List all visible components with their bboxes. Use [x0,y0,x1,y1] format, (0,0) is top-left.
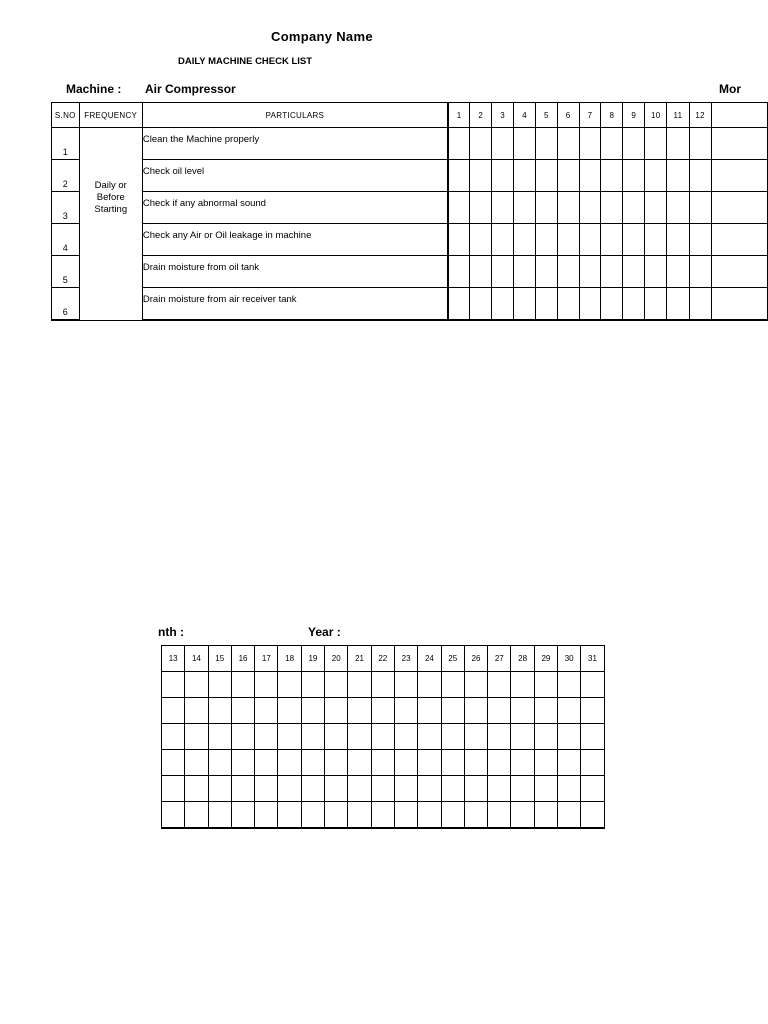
check-cell[interactable] [185,776,208,802]
check-cell[interactable] [667,256,689,288]
header-day: 30 [558,646,581,672]
check-cell[interactable] [558,698,581,724]
check-cell[interactable] [470,128,492,160]
header-day: 2 [470,103,492,128]
check-cell[interactable] [667,160,689,192]
check-cell[interactable] [208,750,231,776]
check-cell[interactable] [325,724,348,750]
header-day: 25 [441,646,464,672]
check-cell[interactable] [162,698,185,724]
check-cell[interactable] [511,776,534,802]
row-particular: Drain moisture from air receiver tank [142,288,448,321]
header-day: 3 [492,103,514,128]
check-cell[interactable] [558,750,581,776]
check-cell[interactable] [208,698,231,724]
check-cell[interactable] [623,256,645,288]
machine-value: Air Compressor [145,82,236,96]
check-cell[interactable] [514,256,536,288]
check-cell[interactable] [511,672,534,698]
check-cell[interactable] [255,802,278,829]
month-label-fragment-bottom: nth : [158,625,184,639]
checklist-table [51,102,768,321]
check-cell[interactable] [557,224,579,256]
machine-label: Machine : [66,82,122,96]
check-cell[interactable] [488,672,511,698]
check-cell[interactable] [231,698,254,724]
check-cell[interactable] [689,288,711,321]
check-cell[interactable] [558,776,581,802]
header-day: 6 [557,103,579,128]
check-cell[interactable] [448,128,470,160]
check-cell[interactable] [464,776,487,802]
header-day-overflow [711,103,767,128]
check-cell[interactable] [535,192,557,224]
row-sno: 4 [52,224,80,256]
header-day: 29 [534,646,557,672]
check-cell[interactable] [448,256,470,288]
check-cell[interactable] [557,288,579,321]
check-cell[interactable] [208,724,231,750]
check-cell[interactable] [492,160,514,192]
row-particular: Clean the Machine properly [142,128,448,160]
check-cell[interactable] [448,192,470,224]
check-cell[interactable] [448,224,470,256]
check-cell[interactable] [255,750,278,776]
check-cell[interactable] [325,698,348,724]
row-particular: Check any Air or Oil leakage in machine [142,224,448,256]
check-cell[interactable] [581,802,604,829]
check-cell[interactable] [448,160,470,192]
check-cell[interactable] [689,128,711,160]
check-cell[interactable] [185,698,208,724]
header-frequency: FREQUENCY [79,103,142,128]
check-cell[interactable] [667,192,689,224]
header-day: 14 [185,646,208,672]
check-cell[interactable] [581,750,604,776]
check-cell[interactable] [534,750,557,776]
check-cell[interactable] [255,724,278,750]
check-cell[interactable] [185,802,208,829]
table-row [162,776,605,802]
check-cell[interactable] [208,802,231,829]
check-cell[interactable] [511,724,534,750]
check-cell[interactable] [488,802,511,829]
check-cell[interactable] [492,128,514,160]
check-cell[interactable] [394,672,417,698]
check-cell[interactable] [231,802,254,829]
check-cell[interactable] [394,724,417,750]
check-cell[interactable] [441,802,464,829]
check-cell[interactable] [278,802,301,829]
check-cell-overflow[interactable] [711,192,767,224]
check-cell[interactable] [689,160,711,192]
check-cell[interactable] [418,802,441,829]
check-cell[interactable] [645,192,667,224]
check-cell[interactable] [579,192,601,224]
check-cell[interactable] [278,750,301,776]
check-cell[interactable] [470,256,492,288]
row-particular: Check if any abnormal sound [142,192,448,224]
check-cell-overflow[interactable] [711,288,767,321]
check-cell[interactable] [581,698,604,724]
check-cell[interactable] [514,224,536,256]
check-cell[interactable] [464,724,487,750]
check-cell[interactable] [208,672,231,698]
check-cell[interactable] [534,672,557,698]
check-cell-overflow[interactable] [711,160,767,192]
header-day: 16 [231,646,254,672]
check-cell[interactable] [464,802,487,829]
check-cell[interactable] [645,256,667,288]
check-cell[interactable] [623,192,645,224]
check-cell[interactable] [557,160,579,192]
check-cell[interactable] [470,192,492,224]
check-cell[interactable] [581,672,604,698]
check-cell[interactable] [645,160,667,192]
check-cell[interactable] [441,750,464,776]
check-cell[interactable] [418,776,441,802]
check-cell[interactable] [348,672,371,698]
check-cell[interactable] [645,128,667,160]
table-row [52,288,768,321]
check-cell[interactable] [558,802,581,829]
check-cell[interactable] [579,224,601,256]
check-cell[interactable] [511,802,534,829]
check-cell[interactable] [418,672,441,698]
check-cell[interactable] [162,802,185,829]
check-cell[interactable] [325,750,348,776]
check-cell[interactable] [441,698,464,724]
check-cell[interactable] [394,776,417,802]
row-particular: Drain moisture from oil tank [142,256,448,288]
header-day: 18 [278,646,301,672]
check-cell[interactable] [689,256,711,288]
check-cell-overflow[interactable] [711,128,767,160]
header-day: 17 [255,646,278,672]
check-cell[interactable] [448,288,470,321]
check-cell[interactable] [535,288,557,321]
check-cell[interactable] [464,750,487,776]
check-cell[interactable] [301,672,324,698]
header-day: 11 [667,103,689,128]
check-cell[interactable] [557,192,579,224]
check-cell[interactable] [301,698,324,724]
table-row [162,802,605,829]
check-cell[interactable] [488,724,511,750]
check-cell[interactable] [162,724,185,750]
check-cell[interactable] [535,256,557,288]
check-cell[interactable] [162,750,185,776]
check-cell[interactable] [581,776,604,802]
check-cell[interactable] [394,802,417,829]
header-day: 7 [579,103,601,128]
check-cell[interactable] [511,750,534,776]
header-day: 9 [623,103,645,128]
row-sno: 5 [52,256,80,288]
check-cell[interactable] [278,724,301,750]
check-cell-overflow[interactable] [711,224,767,256]
header-day: 31 [581,646,604,672]
check-cell[interactable] [255,672,278,698]
check-cell[interactable] [301,802,324,829]
check-cell[interactable] [557,256,579,288]
check-cell[interactable] [514,288,536,321]
check-cell[interactable] [325,776,348,802]
check-cell[interactable] [514,128,536,160]
row-sno: 1 [52,128,80,160]
header-particulars: PARTICULARS [142,103,448,128]
table-row [52,128,768,160]
header-day: 12 [689,103,711,128]
check-cell[interactable] [325,672,348,698]
header-day: 13 [162,646,185,672]
check-cell[interactable] [601,288,623,321]
check-cell[interactable] [579,128,601,160]
check-cell[interactable] [470,160,492,192]
table-row [162,750,605,776]
check-cell[interactable] [371,672,394,698]
check-cell[interactable] [667,224,689,256]
header-day: 21 [348,646,371,672]
table-row [162,672,605,698]
check-cell[interactable] [601,128,623,160]
check-cell[interactable] [231,672,254,698]
header-day: 10 [645,103,667,128]
check-cell[interactable] [464,698,487,724]
header-day: 27 [488,646,511,672]
check-cell[interactable] [601,160,623,192]
check-cell[interactable] [558,724,581,750]
check-cell[interactable] [689,192,711,224]
check-cell[interactable] [371,776,394,802]
table-row [162,698,605,724]
frequency-line: Starting [94,204,128,215]
check-cell[interactable] [185,750,208,776]
check-cell[interactable] [278,776,301,802]
month-label-fragment: Mor [719,82,741,96]
check-cell[interactable] [492,224,514,256]
check-cell[interactable] [441,776,464,802]
check-cell[interactable] [394,750,417,776]
check-cell[interactable] [255,698,278,724]
check-cell[interactable] [601,224,623,256]
check-cell[interactable] [278,672,301,698]
check-cell[interactable] [601,256,623,288]
row-particular: Check oil level [142,160,448,192]
check-cell[interactable] [441,672,464,698]
row-sno: 6 [52,288,80,321]
header-day: 24 [418,646,441,672]
check-cell[interactable] [488,776,511,802]
header-day: 22 [371,646,394,672]
check-cell[interactable] [371,802,394,829]
check-cell[interactable] [301,724,324,750]
company-name: Company Name [271,29,373,44]
check-cell[interactable] [579,256,601,288]
check-cell[interactable] [418,698,441,724]
table-header-row [162,646,605,672]
check-cell[interactable] [579,160,601,192]
check-cell[interactable] [278,698,301,724]
check-cell[interactable] [348,776,371,802]
check-cell-overflow[interactable] [711,256,767,288]
check-cell[interactable] [394,698,417,724]
check-cell[interactable] [534,724,557,750]
check-cell[interactable] [208,776,231,802]
frequency-cell [79,128,142,321]
header-day: 19 [301,646,324,672]
check-cell[interactable] [371,698,394,724]
header-day: 4 [514,103,536,128]
check-cell[interactable] [464,672,487,698]
check-cell[interactable] [558,672,581,698]
table-row [52,160,768,192]
check-cell[interactable] [535,128,557,160]
header-day: 5 [535,103,557,128]
check-cell[interactable] [162,776,185,802]
document-title: DAILY MACHINE CHECK LIST [178,56,313,67]
check-cell[interactable] [470,224,492,256]
check-cell[interactable] [441,724,464,750]
check-cell[interactable] [185,672,208,698]
check-cell[interactable] [667,288,689,321]
check-cell[interactable] [301,776,324,802]
table-row [52,192,768,224]
check-cell[interactable] [492,256,514,288]
check-cell[interactable] [623,128,645,160]
check-cell[interactable] [301,750,324,776]
check-cell[interactable] [348,802,371,829]
check-cell[interactable] [645,224,667,256]
header-sno: S.NO [52,103,80,128]
header-day: 1 [448,103,470,128]
check-cell[interactable] [231,776,254,802]
check-cell[interactable] [162,672,185,698]
check-cell[interactable] [535,160,557,192]
check-cell[interactable] [623,160,645,192]
check-cell[interactable] [348,724,371,750]
checklist-table-days-1-12 [51,102,768,317]
check-cell[interactable] [514,160,536,192]
check-cell[interactable] [689,224,711,256]
check-cell[interactable] [492,288,514,321]
check-cell[interactable] [534,698,557,724]
check-cell[interactable] [667,128,689,160]
check-cell[interactable] [348,750,371,776]
check-cell[interactable] [579,288,601,321]
check-cell[interactable] [231,724,254,750]
check-cell[interactable] [418,750,441,776]
header-day: 20 [325,646,348,672]
table-row [52,256,768,288]
frequency-line: Daily or [94,180,127,191]
check-cell[interactable] [535,224,557,256]
header-day: 8 [601,103,623,128]
check-cell[interactable] [534,802,557,829]
row-sno: 2 [52,160,80,192]
table-row [162,724,605,750]
check-cell[interactable] [557,128,579,160]
check-cell[interactable] [492,192,514,224]
check-cell[interactable] [581,724,604,750]
check-cell[interactable] [185,724,208,750]
header-day: 15 [208,646,231,672]
check-cell[interactable] [231,750,254,776]
check-cell[interactable] [325,802,348,829]
header-day: 26 [464,646,487,672]
checklist-table-days-13-31 [161,645,605,829]
table-header-row [52,103,768,128]
check-cell[interactable] [534,776,557,802]
check-cell[interactable] [645,288,667,321]
check-cell[interactable] [514,192,536,224]
check-cell[interactable] [371,724,394,750]
check-cell[interactable] [255,776,278,802]
frequency-line: Before [96,192,125,203]
table-row [52,224,768,256]
check-cell[interactable] [623,224,645,256]
check-cell[interactable] [623,288,645,321]
check-cell[interactable] [601,192,623,224]
check-cell[interactable] [488,698,511,724]
check-cell[interactable] [418,724,441,750]
check-cell[interactable] [348,698,371,724]
check-cell[interactable] [470,288,492,321]
row-sno: 3 [52,192,80,224]
year-label: Year : [308,625,341,639]
header-day: 23 [394,646,417,672]
check-cell[interactable] [488,750,511,776]
check-cell[interactable] [511,698,534,724]
header-day: 28 [511,646,534,672]
check-cell[interactable] [371,750,394,776]
